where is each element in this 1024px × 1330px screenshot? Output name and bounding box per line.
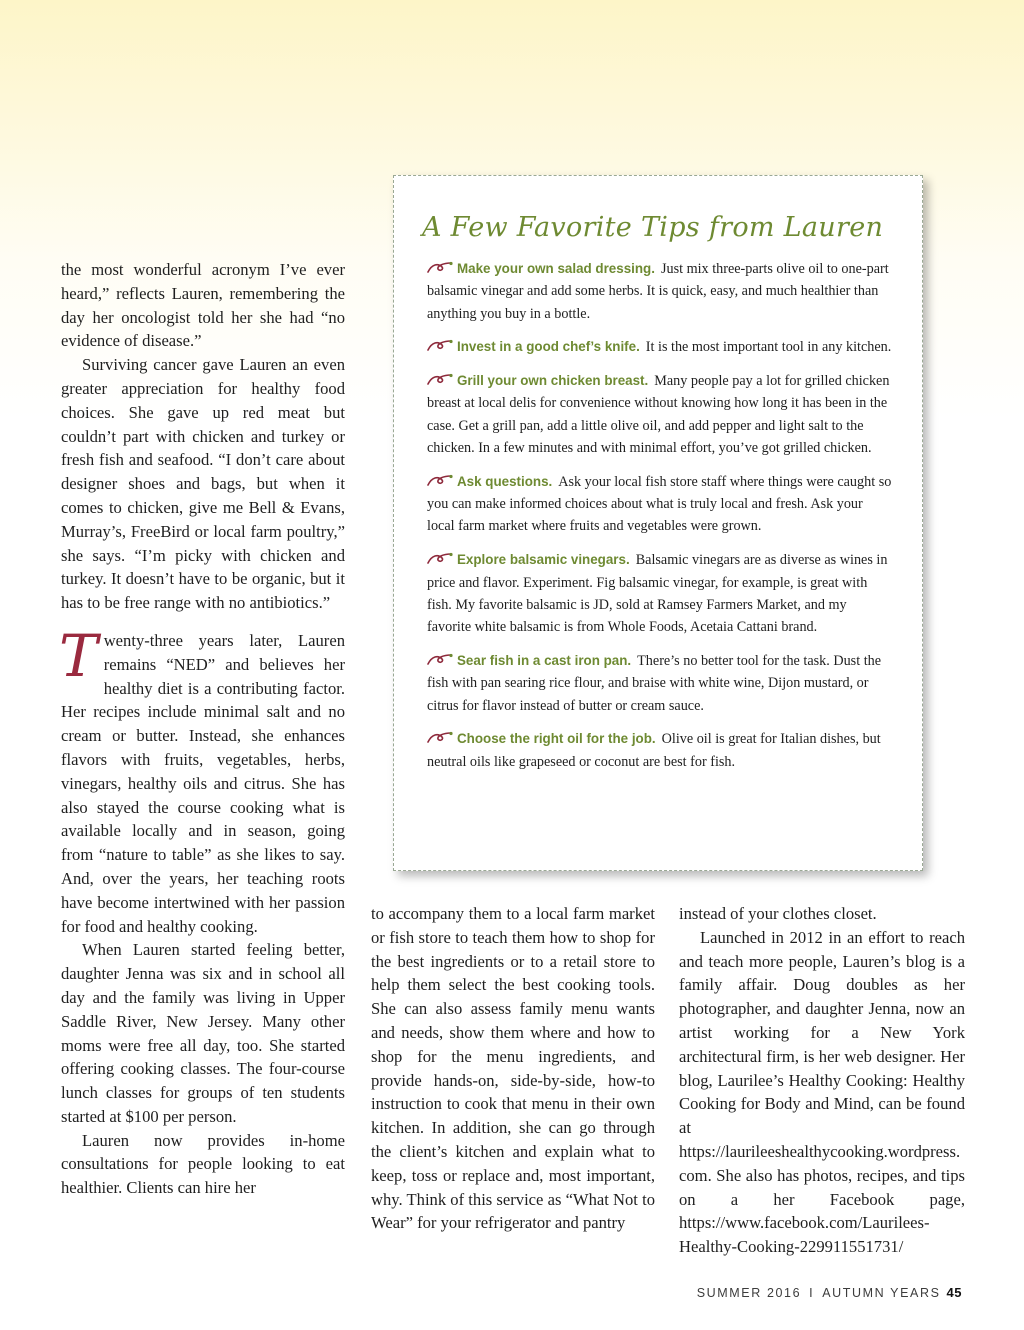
whisk-ornament-icon bbox=[427, 552, 453, 565]
page-footer bbox=[697, 1285, 962, 1300]
whisk-ornament-icon bbox=[427, 731, 453, 744]
tip-heading: Sear fish in a cast iron pan. bbox=[457, 652, 632, 668]
tip-heading: Ask questions. bbox=[457, 473, 553, 489]
tip-item bbox=[427, 258, 892, 325]
tip-item bbox=[427, 549, 892, 638]
tips-box-title: A Few Favorite Tips from Lauren bbox=[422, 212, 884, 243]
body-paragraph: to accompany them to a local farm market or fish store to teach them how to shop for the best ingredients or to a retail store to help them select the best cooking tools. She can also assess family menu wants and needs, show them where and how to shop for the menu ingredients, and provide hands-on, side-by-side, how-to instruction to cook that menu in their own kitchen. In addition, she can go through the client’s kitchen and explain what to keep, toss or replace and, most important, why. Think of this service as “What Not to Wear” for your refrigerator and pantry bbox=[371, 904, 655, 1233]
whisk-ornament-icon bbox=[427, 373, 453, 386]
tip-heading: Invest in a good chef’s knife. bbox=[457, 339, 640, 355]
tip-item bbox=[427, 336, 892, 358]
tip-item bbox=[427, 370, 892, 459]
whisk-ornament-icon bbox=[427, 474, 453, 487]
tip-item bbox=[427, 471, 892, 538]
whisk-ornament-icon bbox=[427, 653, 453, 666]
dropcap-paragraph-text: wenty-three years later, Lauren remains “NED” and believes her healthy diet is a contributing factor. Her recipes include minimal salt and no cream or butter. Instead, she enhances flavors with fruits, vegetables, herbs, vinegars, healthy oils and citrus. She has also stayed the course cooking what is available locally and in season, going from “nature to table” as she likes to say. And, over the years, her teaching roots have become intertwined with her passion for food and healthy cooking. bbox=[61, 630, 345, 936]
tip-body: Ask your local fish store staff where things were caught so you can make informed choices about what is truly local and fresh. Ask your local farm market where fruits and vegetables were grown. bbox=[427, 473, 892, 535]
tips-list bbox=[427, 258, 892, 784]
tip-body: Just mix three-parts olive oil to one-part balsamic vinegar and add some herbs. It is quick, easy, and much healthier than anything you buy in a bottle. bbox=[427, 261, 889, 322]
body-paragraph: Surviving cancer gave Lauren an even greater appreciation for healthy food choices. She gave up red meat but couldn’t part with chicken and turkey or fresh fish and seafood. “I don’t care about designer shoes and bags, but when it comes to chicken, give me Bell & Evans, Murray’s, FreeBird or local farm poultry,” she says. “I’m picky with chicken and turkey. It doesn’t have to be organic, but it has to be free range with no antibiotics.” bbox=[61, 355, 345, 613]
whisk-ornament-icon bbox=[427, 339, 453, 352]
whisk-ornament-icon bbox=[427, 261, 453, 274]
drop-cap: T bbox=[59, 621, 98, 690]
tips-sidebar-box bbox=[393, 175, 923, 871]
body-paragraph: the most wonderful acronym I’ve ever heard,” reflects Lauren, remembering the day her oncologist told her she had “no evidence of disease.” bbox=[61, 260, 345, 351]
right-column bbox=[679, 902, 965, 1259]
body-paragraph: When Lauren started feeling better, daughter Jenna was six and in school all day and the family was living in Upper Saddle River, New Jersey. Many other moms were free all day, too. She started offering cooking classes. The four-course lunch classes for groups of ten students started at $100 per person. bbox=[61, 940, 345, 1126]
tip-body: Balsamic vinegars are as diverse as wines in price and flavor. Experiment. Fig balsamic vinegar, for example, is great with fish. My favorite balsamic is JD, sold at Ramsey Farmers Market, and my favorite white balsamic is from Whole Foods, Acetaia Cattani brand. bbox=[427, 552, 888, 636]
tip-body: Olive oil is great for Italian dishes, but neutral oils like grapeseed or coconut are best for fish. bbox=[427, 731, 881, 770]
body-paragraph: Lauren now provides in-home consultations for people looking to eat healthier. Clients can hire her bbox=[61, 1130, 345, 1198]
tip-heading: Grill your own chicken breast. bbox=[457, 373, 649, 389]
tip-item bbox=[427, 728, 892, 773]
body-paragraph: instead of your clothes closet. bbox=[679, 904, 877, 923]
tip-heading: Explore balsamic vinegars. bbox=[457, 552, 630, 568]
tip-body: It is the most important tool in any kitchen. bbox=[645, 339, 892, 356]
footer-magazine-name: AUTUMN YEARS bbox=[822, 1286, 941, 1300]
footer-issue: SUMMER 2016 bbox=[696, 1286, 802, 1300]
page-number: 45 bbox=[946, 1285, 962, 1300]
tip-heading: Choose the right oil for the job. bbox=[457, 731, 656, 747]
tip-body: Many people pay a lot for grilled chicken breast at local delis for convenience without knowing how long it has been in the case. Get a grill pan, add a little olive oil, and add pepper and light salt to the chicken. In a few minutes and with minimal effort, you’ve got grilled chicken. bbox=[427, 373, 890, 457]
tip-item bbox=[427, 650, 892, 717]
left-column bbox=[61, 258, 345, 1200]
body-paragraph-dropcap bbox=[59, 621, 345, 938]
footer-separator: I bbox=[809, 1286, 815, 1300]
body-paragraph: Launched in 2012 in an effort to reach and teach more people, Lauren’s blog is a family affair. Doug doubles as her photographer, and daughter Jenna, now an artist working for a New York architectural firm, is her web designer. Her blog, Laurilee’s Healthy Cooking: Healthy Cooking for Body and Mind, can be found at https://laurileeshealthycooking.wordpress.com. She also has photos, recipes, and tips on a her Facebook page, https://www.facebook.com/Laurilees-Healthy-Cooking-229911551731/ bbox=[679, 927, 965, 1257]
tip-heading: Make your own salad dressing. bbox=[457, 261, 655, 276]
tip-body: There’s no better tool for the task. Dust the fish with pan searing rice flour, and braise with white wine, Dijon mustard, or citrus for flavor instead of butter or cream sauce. bbox=[427, 652, 882, 714]
middle-column bbox=[371, 902, 655, 1235]
section-break bbox=[61, 615, 345, 629]
